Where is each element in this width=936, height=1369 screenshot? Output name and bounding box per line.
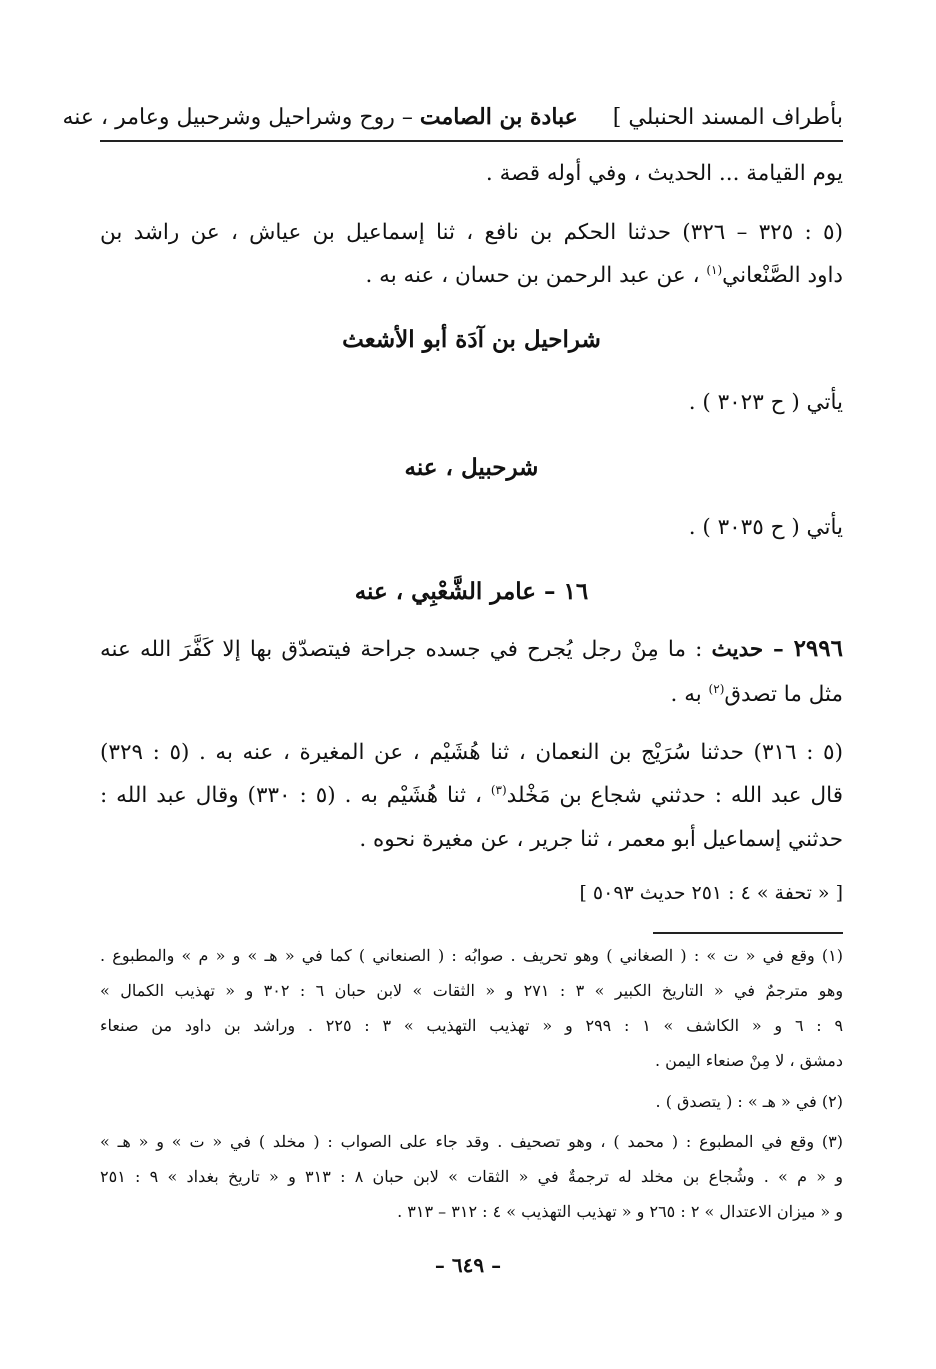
text-line-3 — [100, 262, 843, 288]
footnote-2: (٢) في « هـ » : ( يتصدق ) . — [655, 1092, 843, 1111]
hadith-line-2 — [100, 681, 843, 707]
hadith-text-cont: مثل ما تصدق — [724, 682, 843, 707]
footnote-ref-2: (٢) — [708, 681, 725, 696]
footnote-separator — [653, 932, 843, 934]
text-line-1: يوم القيامة ... الحديث ، وفي أوله قصة . — [485, 161, 843, 186]
text-line-3-end: ، عن عبد الرحمن بن حسان ، عنه به . — [365, 263, 707, 288]
hadith-label: – حديث — [711, 637, 794, 662]
text-line-3-start: داود الصَّنْعاني — [722, 263, 843, 288]
section-heading-sharahil: شراحيل بن آدَة أبو الأشعث — [342, 326, 601, 353]
hadith-text-start: : ما مِنْ رجل يُجرح في جسده جراحة فيتصدّق بها إلا كَفَّرَ الله عنه — [100, 637, 712, 662]
footnote-1-line-4: دمشق ، لا مِنْ صنعاء اليمن . — [654, 1051, 843, 1070]
footnote-3-line-3: و « ميزان الاعتدال » ٢ : ٢٦٥ و « تهذيب التهذيب » ٤ : ٣١٢ – ٣١٣ . — [397, 1202, 843, 1221]
footnote-1-line-3: ٩ : ٦ و « الكاشف » ١ : ٢٩٩ و « تهذيب التهذيب » ٣ : ٢٢٥ . وراشد بن داود من صنعاء — [100, 1016, 844, 1035]
footnote-3-line-1: (٣) وقع في المطبوع : ( محمد ) ، وهو تصحيف . وقد جاء على الصواب : ( مخلد ) في « ت » و « هـ » — [100, 1132, 844, 1151]
book-title: بأطراف المسند الحنبلي ] — [612, 105, 843, 130]
section-heading-amir: ١٦ – عامر الشَّعْبِي ، عنه — [354, 578, 589, 605]
header-title — [62, 104, 843, 130]
companion-name: عبادة بن الصامت — [419, 104, 578, 130]
text-line-2: (٥ : ٣٢٥ – ٣٢٦) حدثنا الحكم بن نافع ، ثنا إسماعيل بن عياش ، عن راشد بن — [100, 220, 843, 245]
cross-reference-2: يأتي ( ح ٣٠٣٥ ) . — [688, 515, 843, 540]
isnad-line-2-end: ، ثنا هُشَيْم به . (٥ : ٣٣٠) وقال عبد الله : — [100, 783, 491, 808]
tuhfa-reference: [ « تحفة » ٤ : ٢٥١ حديث ٥٠٩٣ ] — [579, 882, 843, 904]
cross-reference-1: يأتي ( ح ٣٠٢٣ ) . — [688, 390, 843, 415]
footnote-ref-3: (٣) — [490, 782, 507, 797]
footnote-1-line-2: وهو مترجمٌ في « التاريخ الكبير » ٣ : ٢٧١ و « الثقات » لابن حبان ٦ : ٣٠٢ و « تهذيب الكمال » — [100, 981, 844, 1000]
footnote-3-line-2: و « م » . وشُجاع بن مخلد له ترجمةٌ في « الثقات » لابن حبان ٨ : ٣١٣ و « تاريخ بغداد » ٩ : ٢٥١ — [100, 1167, 844, 1186]
isnad-line-1: (٥ : ٣١٦) حدثنا سُرَيْج بن النعمان ، ثنا هُشَيْم ، عن المغيرة ، عنه به . (٥ : ٣٢٩) — [100, 740, 843, 765]
isnad-line-3: حدثني إسماعيل أبو معمر ، ثنا جرير ، عن مغيرة نحوه . — [359, 827, 843, 852]
page-number: – ٦٤٩ – — [434, 1253, 502, 1277]
section-heading-shurahbil: شرحبيل ، عنه — [404, 454, 539, 481]
hadith-line-1 — [100, 637, 843, 661]
isnad-line-2 — [100, 782, 843, 808]
hadith-number: ٢٩٩٦ — [793, 635, 843, 662]
footnote-ref-1: (١) — [706, 262, 723, 277]
running-header — [62, 100, 843, 142]
footnote-1-line-1: (١) وقع في « ت » : ( الصغاني ) وهو تحريف . صوابُه : ( الصنعاني ) كما في « هـ » و « م » والمطبوع . — [100, 946, 844, 965]
hadith-text-end: به . — [670, 682, 709, 707]
isnad-line-2-start: قال عبد الله : حدثني شجاع بن مَخْلد — [506, 783, 843, 808]
narrators-list: – روح وشراحيل وشرحبيل وعامر ، عنه — [62, 105, 413, 130]
